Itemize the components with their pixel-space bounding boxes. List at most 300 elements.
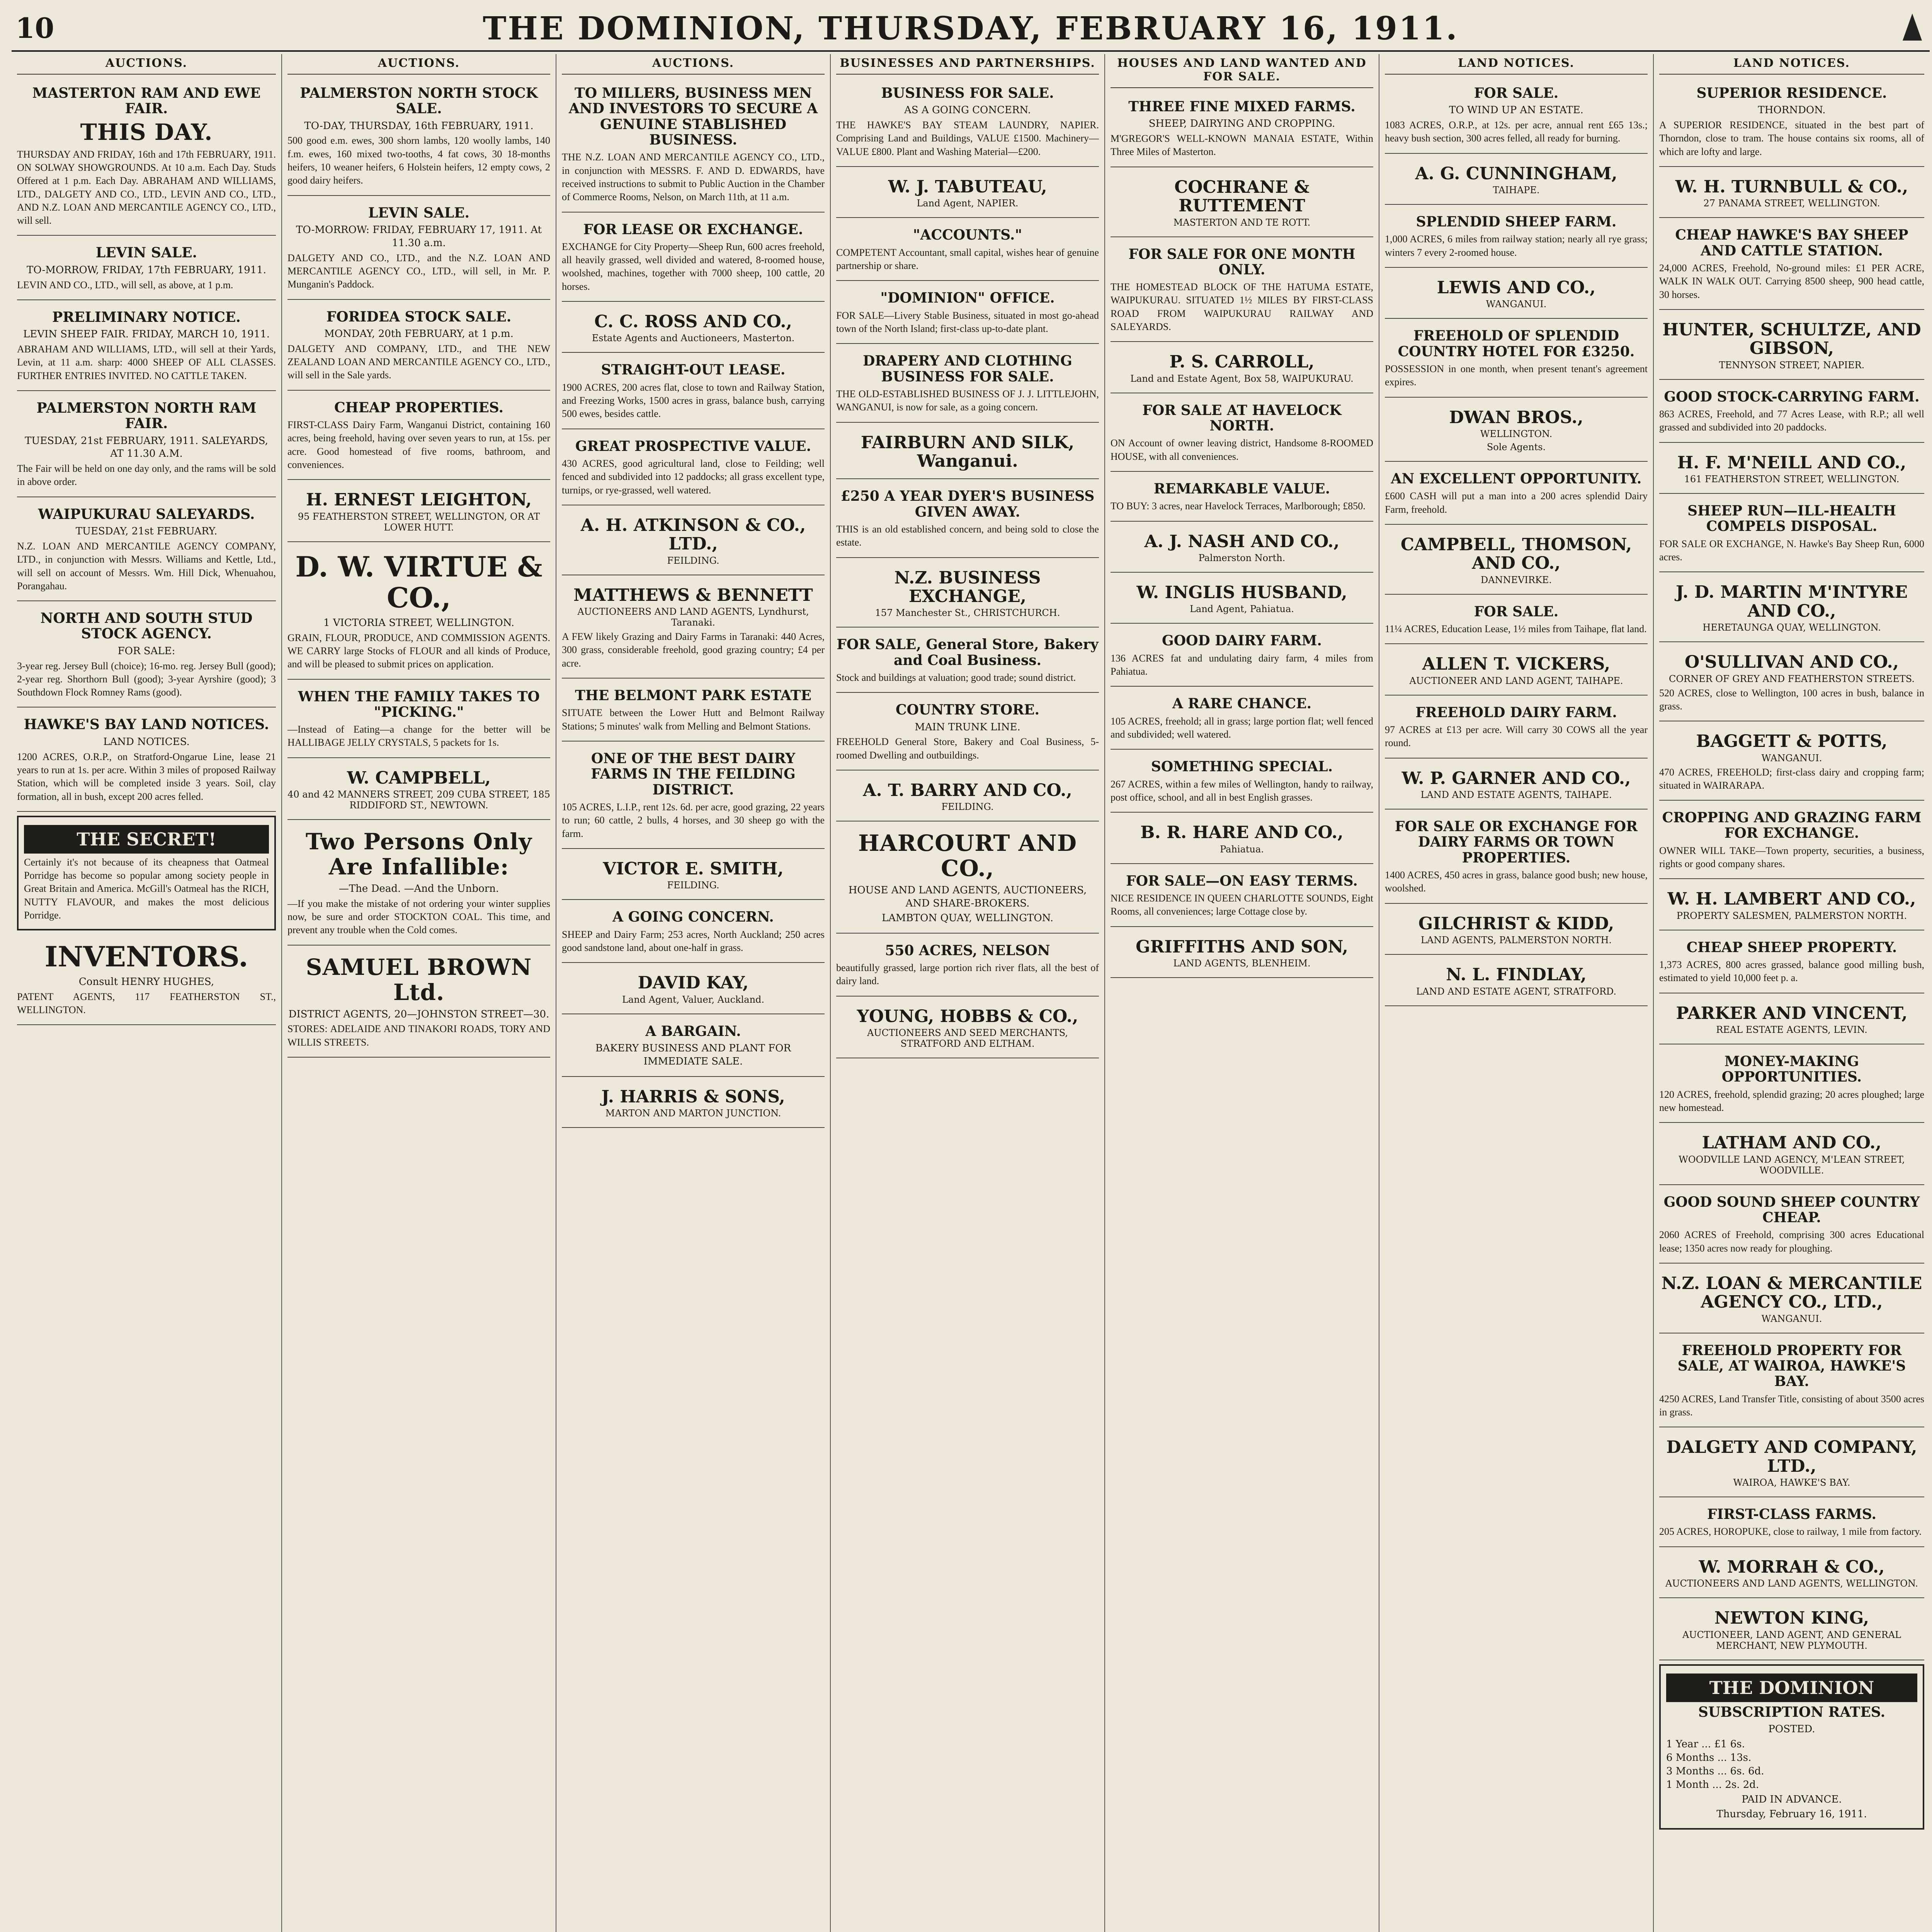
ad-heading: AN EXCELLENT OPPORTUNITY. [1391, 471, 1642, 487]
ad-heading: W. P. GARNER AND CO., [1401, 768, 1631, 788]
ad-harris-sons [562, 1081, 825, 1128]
ad-cunningham [1385, 158, 1648, 205]
ad-heading: COCHRANE & RUTTEMENT [1174, 177, 1310, 216]
column-4 [831, 54, 1105, 1932]
ad-body: NICE RESIDENCE IN QUEEN CHARLOTTE SOUNDS, Eight Rooms, all conveniences; large Cottage close by. [1111, 892, 1373, 917]
ad-body: £600 CASH will put a man into a 200 acres splendid Dairy Farm, freehold. [1385, 490, 1648, 515]
ad-body: STORES: ADELAIDE AND TINAKORI ROADS, TORY AND WILLIS STREETS. [287, 1023, 550, 1048]
ad-body: THE OLD-ESTABLISHED BUSINESS OF J. J. LITTLEJOHN, WANGANUI, is now for sale, as a going concern. [836, 388, 1099, 413]
ad-heading: H. ERNEST LEIGHTON, [306, 490, 532, 510]
ad-body: 105 ACRES, freehold; all in grass; large portion flat; well fenced and subdivided; well watered. [1111, 715, 1373, 740]
column-6 [1379, 54, 1654, 1932]
ad-subheading: AUCTIONEERS AND SEED MERCHANTS, STRATFORD AND ELTHAM. [867, 1027, 1068, 1049]
ad-stud-stock-agency [17, 605, 276, 707]
ad-oatmeal-secret [17, 816, 276, 931]
ad-levin-sale-2 [287, 200, 550, 300]
ad-body: DALGETY AND CO., LTD., and the N.Z. LOAN AND MERCANTILE AGENCY CO., LTD., will sell, in Mr. P. Munganin's Paddock. [287, 252, 550, 290]
ad-going-concern [562, 904, 825, 963]
ad-heading: A RARE CHANCE. [1172, 696, 1312, 712]
ad-wairoa-property [1659, 1337, 1924, 1428]
ad-subheading: Consult HENRY HUGHES, [78, 976, 214, 988]
ad-heading: HARCOURT AND CO., [858, 830, 1077, 882]
ad-education-lease [1385, 599, 1648, 645]
ad-heading: W. INGLIS HUSBAND, [1136, 583, 1347, 603]
ad-subheading: Palmerston North. [1198, 553, 1286, 564]
ad-easy-terms [1111, 868, 1373, 927]
ad-general-store [836, 631, 1099, 693]
ad-subheading: AS A GOING CONCERN. [904, 104, 1031, 116]
ad-husband [1111, 577, 1373, 624]
ad-body: —Instead of Eating—a change for the better will be HALLIBAGE JELLY CRYSTALS, 5 packets for 1s. [287, 724, 550, 748]
ad-heading: CAMPBELL, THOMSON, AND CO., [1400, 535, 1632, 573]
ad-subheading: LAND AGENTS, PALMERSTON NORTH. [1420, 935, 1612, 946]
ad-heading: HAWKE'S BAY LAND NOTICES. [24, 716, 269, 733]
ad-heading: MATTHEWS & BENNETT [573, 585, 813, 605]
ad-heading: PALMERSTON NORTH STOCK SALE. [300, 85, 538, 117]
ad-hatuma-estate [1111, 241, 1373, 342]
ad-subheading: LAND AND ESTATE AGENT, STRATFORD. [1416, 986, 1616, 997]
ad-stockton-coal [287, 824, 550, 946]
ad-heading: C. C. ROSS AND CO., [594, 312, 792, 332]
ad-heading: INVENTORS. [44, 940, 248, 973]
ad-heading: J. D. MARTIN M'INTYRE AND CO., [1676, 582, 1908, 621]
ad-nelson-acres [836, 937, 1099, 997]
ad-nash [1111, 526, 1373, 573]
ad-body: TO BUY: 3 acres, near Havelock Terraces, Marlborough; £850. [1111, 500, 1366, 512]
ad-heading: WHEN THE FAMILY TAKES TO "PICKING." [298, 688, 540, 720]
ad-heading: LEVIN SALE. [368, 204, 470, 221]
ad-subheading: TAIHAPE. [1493, 185, 1540, 196]
ad-heading: FOR SALE OR EXCHANGE FOR DAIRY FARMS OR TOWN PROPERTIES. [1395, 818, 1638, 866]
ad-heading: FAIRBURN AND SILK, Wanganui. [861, 432, 1075, 471]
ad-dalgety [1659, 1431, 1924, 1497]
ad-heading: W. MORRAH & CO., [1699, 1557, 1885, 1577]
ad-heading: FIRST-CLASS FARMS. [1707, 1506, 1877, 1523]
column-3 [556, 54, 831, 1932]
ad-tabuteau [836, 171, 1099, 218]
ad-heading: PRELIMINARY NOTICE. [52, 309, 241, 325]
ad-money-making [1659, 1048, 1924, 1123]
ad-body: —If you make the mistake of not ordering your winter supplies now, be sure and order STOCKTON COAL. This time, and prevent any trouble when the Cold comes. [287, 898, 550, 936]
ad-heading: THE BELMONT PARK ESTATE [575, 687, 811, 704]
ad-heading: CROPPING AND GRAZING FARM FOR EXCHANGE. [1662, 810, 1922, 842]
column-heading: LAND NOTICES. [1659, 54, 1924, 75]
ad-body: 470 ACRES, FREEHOLD; first-class dairy and cropping farm; situated in WAIRARAPA. [1659, 766, 1924, 791]
ad-heading: SOMETHING SPECIAL. [1151, 759, 1333, 775]
ad-subheading: TO WIND UP AN ESTATE. [1449, 104, 1583, 116]
column-heading: AUCTIONS. [562, 54, 825, 75]
ad-belmont-park [562, 682, 825, 742]
ad-body: FOR SALE—Livery Stable Business, situated in most go-ahead town of the North Island; first-class up-to-date plant. [836, 310, 1099, 334]
ad-heading: Two Persons Only Are Infallible: [306, 828, 532, 880]
ad-heading: A BARGAIN. [645, 1023, 741, 1039]
ad-wind-up-estate [1385, 80, 1648, 154]
ad-livery-stable [836, 285, 1099, 344]
ad-masterton-ram-fair [17, 80, 276, 236]
ad-vickers [1385, 648, 1648, 695]
ad-dwan-bros [1385, 401, 1648, 462]
ad-body: 1,000 ACRES, 6 miles from railway station; nearly all rye grass; winters 7 every 2-roomed house. [1385, 233, 1648, 258]
ad-remarkable-value [1111, 476, 1373, 522]
ad-subheading: —The Dead. —And the Unborn. [338, 883, 499, 895]
ad-body: FIRST-CLASS Dairy Farm, Wanganui District, containing 160 acres, being freehold, having over seven years to run, at 15s. per acre. Good homestead of five rooms, bathroom, and conveniences. [287, 419, 550, 470]
ad-inventors [17, 936, 276, 1025]
ad-body: Certainly it's not because of its cheapness that Oatmeal Porridge has become so popular among society people in Great Britain and America. McGill's Oatmeal has the RICH, NUTTY FLAVOUR, and makes the most delicious Porridge. [24, 856, 269, 921]
ad-heading: A. J. NASH AND CO., [1144, 531, 1340, 551]
ad-subheading: FEILDING. [667, 555, 719, 566]
ad-heading: SAMUEL BROWN Ltd. [306, 954, 532, 1005]
ad-subheading: LAND NOTICES. [103, 736, 190, 748]
ad-body: 3-year reg. Jersey Bull (choice); 16-mo. reg. Jersey Bull (good); 2-year reg. Shorthorn Bull (good); 3-year Ayrshire (good); 3 Southdown Flock Romney Rams (good). [17, 660, 276, 698]
ad-palmerston-stock-sale [287, 80, 550, 196]
ad-body: 500 good e.m. ewes, 300 shorn lambs, 120 woolly lambs, 140 f.m. ewes, 160 mixed two-tooths, 4 fat cows, 30 18-months heifers, 10 weaner heifers, 6 Holstein heifers, 12 empty cows, 2 good dairy heifers. [287, 135, 550, 186]
rate-row: 3 Months ... 6s. 6d. [1666, 1765, 1764, 1777]
ad-first-class-farms [1659, 1501, 1924, 1547]
ad-heading: GOOD STOCK-CARRYING FARM. [1664, 388, 1920, 405]
column-7 [1654, 54, 1930, 1932]
ad-heading: STRAIGHT-OUT LEASE. [601, 362, 786, 378]
ad-good-dairy-farm [1111, 628, 1373, 687]
ad-body: EXCHANGE for City Property—Sheep Run, 600 acres freehold, all heavily grassed, well divided and watered, 8-roomed house, woolshed, machines, together with 7000 sheep, 100 cattle, 20 horses. [562, 241, 825, 292]
rates-list [1666, 1738, 1917, 1792]
ad-leighton [287, 484, 550, 542]
ad-straight-lease [562, 357, 825, 429]
ad-morrah [1659, 1551, 1924, 1598]
ad-body: 120 ACRES, freehold, splendid grazing; 20 acres ploughed; large new homestead. [1659, 1088, 1924, 1114]
ad-heading: FOR SALE. [1474, 85, 1559, 101]
ad-heading: BAGGETT & POTTS, [1696, 731, 1888, 752]
ad-body: LEVIN AND CO., LTD., will sell, as above, at 1 p.m. [17, 279, 233, 291]
ad-heading: FOR LEASE OR EXCHANGE. [583, 221, 803, 238]
ad-heading: W. H. TURNBULL & CO., [1675, 177, 1908, 197]
ad-heading: PALMERSTON NORTH RAM FAIR. [36, 400, 257, 432]
ad-heading: GILCHRIST & KIDD, [1418, 913, 1614, 934]
ad-parker-vincent [1659, 997, 1924, 1044]
ad-body: The Fair will be held on one day only, and the rams will be sold in above order. [17, 463, 276, 488]
ad-heading: O'SULLIVAN AND CO., [1684, 652, 1899, 672]
ad-body: SITUATE between the Lower Hutt and Belmont Railway Stations; 5 minutes' walk from Melling and Belmont Stations. [562, 707, 825, 732]
ad-heading: N.Z. BUSINESS EXCHANGE, [894, 568, 1041, 606]
ad-body: 205 ACRES, HOROPUKE, close to railway, 1 mile from factory. [1659, 1526, 1922, 1537]
ad-preliminary-notice [17, 304, 276, 391]
ad-havelock-north [1111, 397, 1373, 472]
ad-griffiths [1111, 931, 1373, 978]
ad-heading: W. H. LAMBERT AND CO., [1667, 889, 1916, 909]
ad-subheading: LAND AGENTS, BLENHEIM. [1173, 957, 1311, 969]
ad-cheap-properties [287, 395, 550, 480]
ad-subheading: 157 Manchester St., CHRISTCHURCH. [875, 607, 1060, 619]
ad-newton-king [1659, 1602, 1924, 1660]
ad-body: THURSDAY AND FRIDAY, 16th and 17th FEBRUARY, 1911. ON SOLWAY SHOWGROUNDS. At 10 a.m. Each Day. Studs Offered at 1 p.m. Each Day. ABRAHAM AND WILLIAMS, LTD., DALGETY AND CO., LTD., LEVIN AND CO., LTD., AND N.Z. LOAN AND MERCANTILE AGENCY CO., LTD., will sell. [17, 148, 276, 226]
ad-heading: ALLEN T. VICKERS, [1422, 654, 1611, 674]
column-heading: HOUSES AND LAND WANTED AND FOR SALE. [1111, 54, 1373, 88]
ad-palmerston-ram-fair [17, 395, 276, 497]
ad-subheading: LAND AND ESTATE AGENTS, TAIHAPE. [1420, 789, 1612, 801]
ad-country-hotel [1385, 323, 1648, 397]
ad-heading: GOOD SOUND SHEEP COUNTRY CHEAP. [1663, 1194, 1920, 1226]
ad-heading: FOR SALE FOR ONE MONTH ONLY. [1128, 246, 1355, 278]
ad-hunter-schultze [1659, 314, 1924, 380]
ad-subheading: TO-DAY, THURSDAY, 16th FEBRUARY, 1911. [304, 120, 534, 132]
ad-subheading: AUCTIONEERS AND LAND AGENTS, Lyndhurst, Taranaki. [577, 606, 809, 628]
ad-subheading: WELLINGTON. [1480, 429, 1553, 440]
ad-body: SHEEP and Dairy Farm; 253 acres, North Auckland; 250 acres good sandstone land, about one-half in grass. [562, 929, 825, 953]
ad-martin-mcintyre [1659, 576, 1924, 642]
ad-heading: N.Z. LOAN & MERCANTILE AGENCY CO., LTD., [1661, 1274, 1922, 1312]
ad-heading: GRIFFITHS AND SON, [1136, 937, 1348, 957]
ad-heading: J. HARRIS & SONS, [601, 1087, 785, 1107]
ad-body: 267 ACRES, within a few miles of Wellington, handy to railway, post office, school, and all in best English grasses. [1111, 778, 1373, 803]
page-corner-mark-icon [1899, 12, 1926, 43]
ad-body: 1400 ACRES, 450 acres in grass, balance good bush; new house, woolshed. [1385, 869, 1648, 894]
ad-heading: SUPERIOR RESIDENCE. [1696, 85, 1887, 101]
ad-ross [562, 306, 825, 353]
ad-heading: CHEAP PROPERTIES. [334, 399, 504, 416]
ad-body: 136 ACRES fat and undulating dairy farm, 4 miles from Pahiatua. [1111, 652, 1373, 677]
ad-body: 1200 ACRES, O.R.P., on Stratford-Ongarue Line, lease 21 years to run at 1s. per acre. Within 3 miles of proposed Railway Station, which will be completed inside 3 years. Soil, clay formation, all in bush, except 200 acres felled. [17, 751, 276, 802]
ad-steam-laundry [836, 80, 1099, 167]
ad-subheading: Estate Agents and Auctioneers, Masterton. [592, 333, 795, 344]
ad-heading: NORTH AND SOUTH STUD STOCK AGENCY. [40, 610, 253, 642]
ad-body: FOR SALE OR EXCHANGE, N. Hawke's Bay Sheep Run, 6000 acres. [1659, 538, 1924, 563]
ad-rare-chance [1111, 690, 1373, 750]
ad-subheading: WANGANUI. [1761, 752, 1822, 764]
ad-splendid-sheep-farm [1385, 209, 1648, 268]
ad-business-exchange [836, 562, 1099, 628]
page-number: 10 [15, 12, 54, 44]
ad-body: 4250 ACRES, Land Transfer Title, consisting of about 3500 acres in grass. [1659, 1393, 1924, 1418]
ad-harcourt [836, 825, 1099, 933]
ad-body: N.Z. LOAN AND MERCANTILE AGENCY COMPANY, LTD., in conjunction with Messrs. Williams and Kettle, Ltd., will sell on account of Messrs. Wm. Hill Dick, Whenuahou, Porangahau. [17, 540, 276, 592]
ad-campbell-thomson [1385, 529, 1648, 595]
ad-cropping-grazing [1659, 804, 1924, 879]
ad-body: 24,000 ACRES, Freehold, No-ground miles: £1 PER ACRE, WALK IN WALK OUT. Carrying 8500 sheep, 900 head cattle, 30 horses. [1659, 262, 1924, 300]
ad-heading: CHEAP HAWKE'S BAY SHEEP AND CATTLE STATION. [1675, 227, 1908, 259]
ad-subheading: DANNEVIRKE. [1480, 574, 1552, 585]
ad-garner [1385, 762, 1648, 810]
ad-heading: THE SECRET! [24, 825, 269, 854]
ad-heading: FOR SALE AT HAVELOCK NORTH. [1142, 402, 1342, 434]
ad-lambert [1659, 883, 1924, 930]
column-heading: BUSINESSES AND PARTNERSHIPS. [836, 54, 1099, 75]
ad-heading: "ACCOUNTS." [913, 227, 1022, 243]
ad-subheading: SUBSCRIPTION RATES. [1698, 1704, 1886, 1720]
ad-heading: W. CAMPBELL, [347, 768, 491, 788]
ad-heading: N. L. FINDLAY, [1446, 965, 1587, 985]
ad-subheading: FEILDING. [667, 880, 719, 891]
ad-accounts [836, 222, 1099, 281]
column-heading: AUCTIONS. [287, 54, 550, 75]
ad-country-store [836, 697, 1099, 770]
ad-subheading: 161 FEATHERSTON STREET, WELLINGTON. [1684, 474, 1900, 485]
ad-subheading: WOODVILLE LAND AGENCY, M'LEAN STREET, WOODVILLE. [1679, 1154, 1905, 1176]
ad-heading: DALGETY AND COMPANY, LTD., [1666, 1437, 1917, 1476]
ad-atkinson [562, 509, 825, 575]
ad-hawkes-bay-station [1659, 222, 1924, 310]
ad-drapery-business [836, 348, 1099, 422]
ad-jelly-crystals [287, 684, 550, 758]
ad-body: THE HOMESTEAD BLOCK OF THE HATUMA ESTATE, WAIPUKURAU. SITUATED 1½ MILES BY FIRST-CLASS ROAD FROM WAIPUKURAU RAILWAY AND SALEYARDS. [1111, 281, 1373, 333]
ad-body: Sole Agents. [1486, 442, 1546, 453]
ad-subheading: Land Agent, Valuer, Auckland. [622, 994, 765, 1005]
rate-row: 1 Year ... £1 6s. [1666, 1738, 1745, 1750]
ad-lewis [1385, 272, 1648, 319]
ad-subheading: BAKERY BUSINESS AND PLANT FOR IMMEDIATE SALE. [595, 1042, 791, 1067]
ad-body: FREEHOLD General Store, Bakery and Coal Business, 5-roomed Dwelling and outbuildings. [836, 736, 1099, 761]
ad-something-special [1111, 753, 1373, 813]
ad-subheading: AUCTIONEER AND LAND AGENT, TAIHAPE. [1409, 675, 1623, 686]
ad-subheading: MARTON AND MARTON JUNCTION. [605, 1107, 781, 1119]
ad-subheading: HOUSE AND LAND AGENTS, AUCTIONEERS, AND SHARE-BROKERS. [848, 884, 1087, 910]
ad-heading: A. G. CUNNINGHAM, [1415, 163, 1617, 184]
ad-best-dairy-farm [562, 745, 825, 849]
ad-heading: W. J. TABUTEAU, [888, 177, 1047, 197]
ad-subheading: TUESDAY, 21st FEBRUARY, 1911. SALEYARDS, AT 11.30 A.M. [25, 435, 268, 460]
ad-subheading: AUCTIONEERS AND LAND AGENTS, WELLINGTON. [1665, 1578, 1918, 1589]
ad-body: M'GREGOR'S WELL-KNOWN MANAIA ESTATE, Within Three Miles of Masterton. [1111, 133, 1373, 158]
ad-levin-sale [17, 240, 276, 300]
ad-subheading: WAIROA, HAWKE'S BAY. [1733, 1477, 1850, 1488]
ad-cochrane [1111, 171, 1373, 237]
ad-heading: THE DOMINION [1666, 1673, 1917, 1702]
ad-virtue [287, 546, 550, 680]
ad-body: 1083 ACRES, O.R.P., at 12s. per acre, annual rent £65 13s.; heavy bush section, 300 acres felled, all ready for burning. [1385, 119, 1648, 144]
ad-fairburn-silk [836, 427, 1099, 480]
ad-prospective-value [562, 433, 825, 505]
ad-heading: LEVIN SALE. [95, 245, 197, 261]
ad-subheading: MONDAY, 20th FEBRUARY, at 1 p.m. [324, 328, 514, 340]
ad-heading: VICTOR E. SMITH, [603, 859, 784, 879]
ad-superior-residence [1659, 80, 1924, 167]
ad-subheading: TO-MORROW, FRIDAY, 17th FEBRUARY, 1911. [27, 264, 266, 276]
ad-subheading: Land Agent, NAPIER. [917, 198, 1019, 209]
ad-heading: DWAN BROS., [1449, 407, 1583, 427]
ad-body: THE N.Z. LOAN AND MERCANTILE AGENCY CO., LTD., in conjunction with MESSRS. F. AND D. EDWARDS, have received instructions to submit to Public Auction in the Chamber of Commerce Rooms, Nelson, on March 11th, at 11 a.m. [562, 151, 825, 203]
rate-row: 6 Months ... 13s. [1666, 1752, 1752, 1764]
column-5 [1105, 54, 1379, 1932]
ad-heading: YOUNG, HOBBS & CO., [857, 1006, 1078, 1026]
ad-body: ON Account of owner leaving district, Handsome 8-ROOMED HOUSE, with all conveniences. [1111, 437, 1373, 462]
ad-mcneill [1659, 447, 1924, 494]
ad-heading: A GOING CONCERN. [612, 909, 774, 925]
ad-subheading: Land Agent, Pahiatua. [1190, 604, 1294, 615]
ad-campbell [287, 762, 550, 820]
ad-foridea-stock-sale [287, 304, 550, 391]
ad-body: beautifully grassed, large portion rich river flats, all the best of dairy land. [836, 962, 1099, 987]
ad-body: PATENT AGENTS, 117 FEATHERSTON ST., WELLINGTON. [17, 991, 276, 1016]
ad-body: A FEW likely Grazing and Dairy Farms in Taranaki: 440 Acres, 300 grass, considerable freehold, good grazing country; £4 per acre. [562, 631, 825, 669]
ad-body: COMPETENT Accountant, small capital, wishes hear of genuine partnership or share. [836, 247, 1099, 272]
ad-heading: P. S. CARROLL, [1169, 352, 1315, 372]
ad-subheading: SHEEP, DAIRYING AND CROPPING. [1148, 118, 1335, 130]
ad-heading: PARKER AND VINCENT, [1676, 1003, 1908, 1023]
ad-victor-smith [562, 853, 825, 900]
ad-heading: "DOMINION" OFFICE. [880, 290, 1055, 306]
ad-body: 520 ACRES, close to Wellington, 100 acres in bush, balance in grass. [1659, 687, 1924, 712]
ad-heading: REMARKABLE VALUE. [1153, 481, 1330, 497]
ad-subheading: MASTERTON AND TE ROTT. [1173, 217, 1311, 228]
ad-subheading: AUCTIONEER, LAND AGENT, AND GENERAL MERCHANT, NEW PLYMOUTH. [1682, 1629, 1901, 1651]
ad-heading: ONE OF THE BEST DAIRY FARMS IN THE FEILDING DISTRICT. [591, 750, 796, 798]
ad-heading: LEWIS AND CO., [1437, 278, 1596, 298]
ad-subheading: Land and Estate Agent, Box 58, WAIPUKURAU. [1130, 373, 1354, 384]
ad-body: OWNER WILL TAKE—Town property, securities, a business, rights or good company shares. [1659, 845, 1924, 870]
ad-gilchrist-kidd [1385, 908, 1648, 955]
ad-body: Stock and buildings at valuation; good trade; sound district. [836, 672, 1076, 683]
ad-hare [1111, 816, 1373, 864]
ad-heading: FOR SALE, General Store, Bakery and Coal Business. [837, 636, 1099, 668]
ad-body: THE HAWKE'S BAY STEAM LAUNDRY, NAPIER. Comprising Land and Buildings, VALUE £1500. Machinery—VALUE £800. Plant and Washing Material—£200. [836, 119, 1099, 157]
ad-heading: FOR SALE. [1474, 603, 1559, 620]
ad-nz-loan [1659, 1267, 1924, 1333]
ad-subheading: 27 PANAMA STREET, WELLINGTON. [1703, 198, 1880, 209]
ad-heading: DRAPERY AND CLOTHING BUSINESS FOR SALE. [863, 353, 1072, 385]
ad-heading: 550 ACRES, NELSON [885, 942, 1050, 959]
posted-label: POSTED. [1768, 1723, 1815, 1735]
ad-sheep-run-disposal [1659, 498, 1924, 572]
ad-millers-business [562, 80, 825, 213]
ad-body: LAMBTON QUAY, WELLINGTON. [882, 912, 1053, 924]
ad-heading: WAIPUKURAU SALEYARDS. [38, 506, 255, 522]
ad-body: THIS is an old established concern, and being sold to close the estate. [836, 523, 1099, 548]
ad-subheading: FOR SALE: [117, 645, 175, 657]
ad-heading: SPLENDID SHEEP FARM. [1416, 214, 1617, 230]
ad-subheading: FEILDING. [941, 801, 994, 813]
ad-subheading: THIS DAY. [80, 119, 213, 145]
ad-carroll [1111, 346, 1373, 393]
ad-subheading: HERETAUNGA QUAY, WELLINGTON. [1702, 622, 1881, 633]
ad-body: 11¼ ACRES, Education Lease, 1½ miles from Taihape, flat land. [1385, 623, 1647, 635]
ad-subheading: DISTRICT AGENTS, 20—JOHNSTON STREET—30. [288, 1008, 549, 1020]
ad-david-kay [562, 967, 825, 1014]
column-heading: LAND NOTICES. [1385, 54, 1648, 75]
ad-lease-exchange [562, 216, 825, 302]
ad-body: ABRAHAM AND WILLIAMS, LTD., will sell at their Yards, Levin, at 11 a.m. sharp: 4000 SHEEP OF ALL CLASSES. FURTHER ENTRIES INVITED. NO CATTLE TAKEN. [17, 343, 276, 381]
ad-body: 1,373 ACRES, 800 acres grassed, balance good milling bush, estimated to yield 10,000 feet p. a. [1659, 959, 1924, 984]
ad-subheading: WANGANUI. [1761, 1313, 1822, 1324]
ad-body: 2060 ACRES of Freehold, comprising 300 acres Educational lease; 1350 acres now ready for ploughing. [1659, 1229, 1924, 1254]
ad-body: 105 ACRES, L.I.P., rent 12s. 6d. per acre, good grazing, 22 years to run; 60 cattle, 2 bulls, 4 horses, and 30 sheep go with the farm. [562, 801, 825, 839]
ad-heading: H. F. M'NEILL AND CO., [1677, 452, 1906, 473]
ad-heading: THREE FINE MIXED FARMS. [1128, 99, 1355, 115]
ad-mixed-farms [1111, 94, 1373, 167]
ad-subheading: 95 FEATHERSTON STREET, WELLINGTON, OR AT LOWER HUTT. [298, 511, 540, 533]
ad-freehold-dairy [1385, 699, 1648, 759]
ad-baggett-potts [1659, 725, 1924, 801]
ad-subheading: Pahiatua. [1220, 844, 1264, 855]
ad-subheading: LEVIN SHEEP FAIR. FRIDAY, MARCH 10, 1911. [23, 328, 270, 340]
ad-heading: TO MILLERS, BUSINESS MEN AND INVESTORS TO SECURE A GENUINE STABLISHED BUSINESS. [568, 85, 818, 148]
ad-heading: D. W. VIRTUE & CO., [295, 550, 543, 614]
ad-samuel-brown [287, 949, 550, 1058]
ad-heading: MONEY-MAKING OPPORTUNITIES. [1721, 1053, 1862, 1085]
ad-heading: FREEHOLD PROPERTY FOR SALE, AT WAIROA, HAWKE'S BAY. [1677, 1342, 1906, 1390]
ad-subheading: 1 VICTORIA STREET, WELLINGTON. [323, 617, 515, 629]
ad-subheading: TUESDAY, 21st FEBRUARY. [75, 526, 218, 537]
ad-bakery-bargain [562, 1018, 825, 1077]
ad-stock-carrying-farm [1659, 384, 1924, 443]
ad-heading: BUSINESS FOR SALE. [881, 85, 1054, 101]
column-1 [12, 54, 282, 1932]
ad-heading: CHEAP SHEEP PROPERTY. [1686, 939, 1897, 956]
ad-cheap-sheep-property [1659, 934, 1924, 993]
ad-body: 97 ACRES at £13 per acre. Will carry 30 COWS all the year round. [1385, 724, 1648, 749]
ad-subheading: WANGANUI. [1486, 299, 1547, 310]
ad-heading: FREEHOLD DAIRY FARM. [1415, 704, 1617, 721]
ad-heading: NEWTON KING, [1714, 1608, 1869, 1628]
ad-heading: FORIDEA STOCK SALE. [326, 308, 512, 325]
ad-turnbull [1659, 171, 1924, 218]
